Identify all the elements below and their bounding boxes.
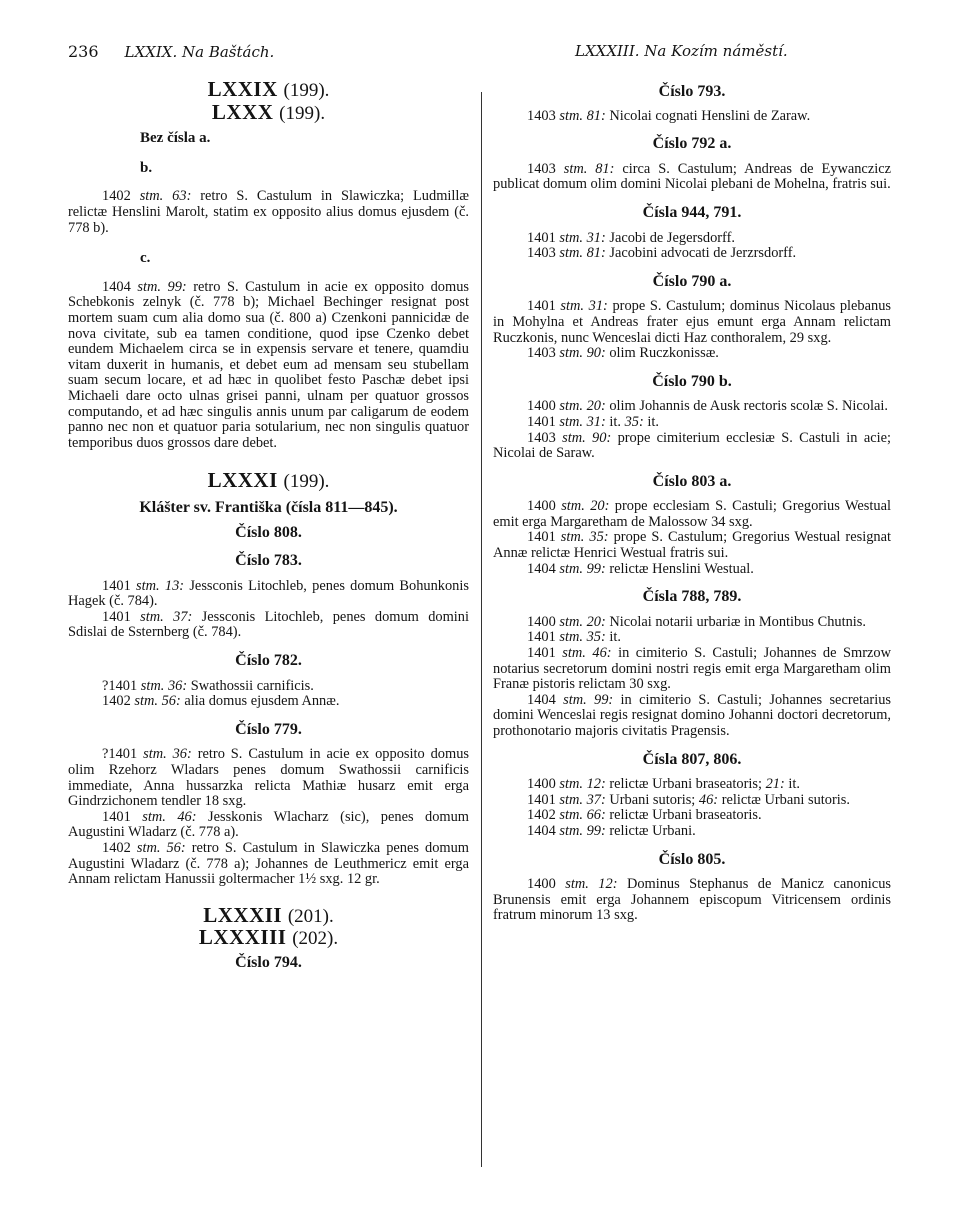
number-heading: Čísla 807, 806.	[642, 750, 742, 768]
entry: 1400 stm. 12: Dominus Stephanus de Manicz canonicus Brunensis emit erga Johannem episcopum Vitricensem ordinis fratrum minorum 13 sxg.	[493, 876, 891, 924]
entry: 1403 stm. 90: prope cimiterium ecclesiæ S. Castuli in acie; Nicolai de Saraw.	[493, 429, 891, 462]
entry: 1402 stm. 56: alia domus ejusdem Annæ.	[102, 693, 340, 710]
number-heading: Číslo 794.	[235, 953, 302, 971]
subheading: Bez čísla a.	[140, 130, 211, 147]
entry: 1403 stm. 90: olim Ruczkonissæ.	[527, 345, 719, 362]
entry: ?1401 stm. 36: Swathossii carnificis.	[102, 677, 314, 694]
column-divider	[481, 92, 482, 1167]
entry: 1401 stm. 37: Urbani sutoris; 46: relictæ Urbani sutoris.	[527, 791, 850, 808]
entry: 1400 stm. 20: Nicolai notarii urbariæ in Montibus Chutnis.	[527, 613, 866, 630]
section-subtitle: Klášter sv. Františka (čísla 811—845).	[139, 498, 398, 516]
entry: 1404 stm. 99: in cimiterio S. Castuli; Johannes secretarius domini Wenceslai regis resignat domino Johanni doctori decretorum, prothonotario majoris civitatis Pragensis.	[493, 691, 891, 739]
number-heading: Číslo 783.	[235, 552, 302, 570]
number-heading: Číslo 808.	[235, 524, 302, 542]
entry: 1401 stm. 13: Jessconis Litochleb, penes domum Bohunkonis Hagek (č. 784).	[68, 577, 469, 610]
entry: 1404 stm. 99: relictæ Urbani.	[527, 822, 696, 839]
entry: 1404 stm. 99: retro S. Castulum in acie ex opposito domus Schebkonis zelnyk (č. 778 b); Michael Bechinger resignat post mortem suam cum alia domo sua (č. 800 a) Czenkoni pannicidæ de nova civitate, sub ea tamen conditione, quod ipse Czenko debet eundem Michaelem circa se in expensis servare et tenere, quamdiu vitam duxerit in humanis, et debet eum ad mensam seu stubellam suam secum locare, et ad hæc in quolibet festo Paschæ debet ipsi Michaeli dare octo ulnas grisei panni, ulnam per quatuor grossos computando, et ad hæc singulis annis unum par caligarum de eodem panno nec non et quatuor paria sotularium, nec non singulis quatuor temporibus duos grossos dare debet.	[68, 278, 469, 451]
entry: 1404 stm. 99: relictæ Henslini Westual.	[527, 560, 754, 577]
entry: 1402 stm. 63: retro S. Castulum in Slawiczka; Ludmillæ relictæ Henslini Marolt, statim ex opposito alius domus ejusdem (č. 778 b).	[68, 188, 469, 236]
number-heading: Číslo 782.	[235, 652, 302, 670]
left-column	[68, 77, 470, 971]
entry: 1400 stm. 12: relictæ Urbani braseatoris; 21: it.	[527, 776, 800, 793]
entry: 1401 stm. 31: Jacobi de Jegersdorff.	[527, 229, 735, 246]
entry: 1403 stm. 81: Nicolai cognati Henslini de Zaraw.	[527, 107, 811, 124]
entry: 1400 stm. 20: olim Johannis de Ausk rectoris scolæ S. Nicolai.	[527, 398, 888, 415]
running-header-left	[68, 42, 274, 61]
entry: 1401 stm. 37: Jessconis Litochleb, penes domum domini Sdislai de Ssternberg (č. 784).	[68, 608, 469, 641]
subheading: b.	[140, 159, 153, 176]
entry: 1402 stm. 56: retro S. Castulum in Slawiczka penes domum Augustini Wladarz (č. 778 a); Johannes de Leuthmericz emit erga Annam relictam Hanussii goltermacher 1½ sxg. 12 gr.	[68, 839, 470, 888]
entry: 1400 stm. 20: prope ecclesiam S. Castuli; Gregorius Westual emit erga Margaretham de Malossow 34 sxg.	[493, 498, 891, 530]
right-column	[493, 80, 891, 924]
section-heading: LXXXII (201).	[203, 902, 334, 927]
entry: 1401 stm. 31: it. 35: it.	[527, 413, 659, 430]
entry: 1401 stm. 35: prope S. Castulum; Gregorius Westual resignat Annæ relictæ Henrici Westual fratris sui.	[493, 529, 891, 562]
number-heading: Číslo 790 a.	[652, 272, 732, 290]
number-heading: Číslo 792 a.	[652, 135, 732, 153]
number-heading: Číslo 793.	[658, 83, 726, 100]
entry: 1401 stm. 46: in cimiterio S. Castuli; Johannes de Smrzow notarius secretorum domini nostri regis emit erga Margaretham olim Franæ pistoris relictam 30 sxg.	[493, 645, 891, 693]
running-header-right	[575, 42, 788, 60]
section-heading: LXXXIII (202).	[198, 925, 339, 950]
section-heading: LXXX (199).	[211, 99, 326, 124]
number-heading: Čísla 944, 791.	[642, 203, 742, 221]
number-heading: Číslo 803 a.	[652, 472, 732, 490]
number-heading: Číslo 779.	[235, 720, 302, 738]
entry: 1402 stm. 66: relictæ Urbani braseatoris.	[527, 807, 762, 824]
right-running-title: LXXXIII. Na Kozím náměstí.	[575, 42, 788, 60]
entry: 1401 stm. 46: Jesskonis Wlacharz (sic), penes domum Augustini Wladarz (č. 778 a).	[68, 808, 470, 841]
number-heading: Číslo 805.	[658, 850, 726, 868]
section-heading: LXXXI (199).	[207, 468, 330, 493]
entry: 1401 stm. 31: prope S. Castulum; dominus Nicolaus plebanus in Mohylna et Andreas frater ejus emunt erga Annam relictam Ruczkonis, nunc Wenceslai dicti Haz conthoralem, 29 sxg.	[493, 298, 892, 346]
number-heading: Čísla 788, 789.	[642, 588, 742, 606]
entry: ?1401 stm. 36: retro S. Castulum in acie ex opposito domus olim Rzehorz Wladars penes domum Swathossii carnificis immediate, Anna hussarzka relicta Mathiæ husarz emit erga Gindrzichonem tendler 18 sxg.	[68, 746, 469, 810]
left-running-title: LXXIX. Na Baštách.	[124, 43, 275, 61]
number-heading: Číslo 790 b.	[652, 372, 732, 390]
entry: 1403 stm. 81: circa S. Castulum; Andreas de Eywanczicz publicat domum olim domini Nicolai plebani de Mohelna, fratris sui.	[493, 160, 891, 193]
entry: 1403 stm. 81: Jacobini advocati de Jerzrsdorff.	[527, 245, 797, 262]
section-heading: LXXIX (199).	[207, 77, 330, 101]
page-number: 236	[68, 42, 99, 61]
subheading: c.	[140, 250, 151, 267]
entry: 1401 stm. 35: it.	[527, 629, 621, 646]
